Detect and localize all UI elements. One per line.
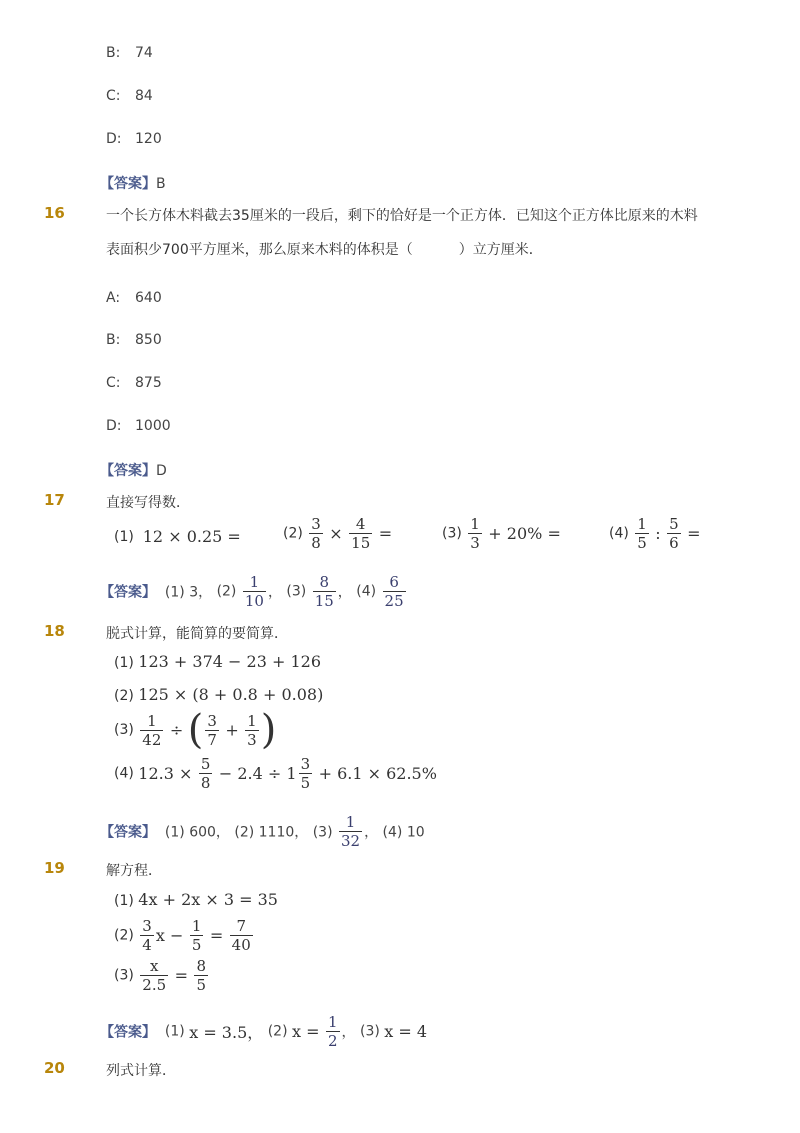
q18-item-2: (2) 125 × (8 + 0.8 + 0.08) bbox=[114, 685, 324, 704]
question-19-prompt: 解方程． bbox=[106, 863, 162, 879]
answer-18: 【答案】 (1) 600， (2) 1110， (3) $\frac{1}{32}$ ， (4) 10 bbox=[100, 813, 425, 850]
option-b: B: 850 bbox=[106, 332, 162, 348]
question-number-16: 16 bbox=[44, 204, 65, 222]
option-d: D: 1000 bbox=[106, 418, 171, 434]
q18-item-1: (1) 123 + 374 − 23 + 126 bbox=[114, 652, 322, 671]
q17-item-2: (2) $\frac{3}{8}$ × $\frac{4}{15}$ = bbox=[283, 515, 393, 552]
question-number-19: 19 bbox=[44, 859, 65, 877]
q19-item-1: (1) 4x + 2x × 3 = 35 bbox=[114, 890, 278, 909]
option-d: D: 120 bbox=[106, 131, 162, 147]
answer-17: 【答案】 (1) 3， (2) $\frac{1}{10}$ ， (3) $\frac{8}{15}$ ， (4) $\frac{6}{25}$ bbox=[100, 573, 404, 610]
question-number-17: 17 bbox=[44, 491, 65, 509]
q19-item-2: (2) $\frac{3}{4}$ x − $\frac{1}{5}$ = $\frac{7}{40}$ bbox=[114, 917, 251, 954]
option-c: C: 84 bbox=[106, 88, 153, 104]
q18-item-3: (3) $\frac{1}{42}$ ÷ ( $\frac{3}{7}$ + $\frac{1}{3}$ ) bbox=[114, 707, 277, 753]
question-16-line2: 表面积少700平方厘米，那么原来木料的体积是（ ）立方厘米． bbox=[106, 242, 543, 258]
answer-15: 【答案】B bbox=[100, 176, 166, 192]
question-20-prompt: 列式计算． bbox=[106, 1063, 176, 1079]
q18-item-4: (4) 12.3 × $\frac{5}{8}$ − 2.4 ÷ 1 $\frac{3}{5}$ + 6.1 × 62.5% bbox=[114, 755, 437, 792]
question-16-line1: 一个长方体木料截去35厘米的一段后，剩下的恰好是一个正方体．已知这个正方体比原来的木料 bbox=[106, 208, 698, 224]
answer-16: 【答案】D bbox=[100, 463, 167, 479]
option-b: B: 74 bbox=[106, 45, 153, 61]
q17-item-3: (3) $\frac{1}{3}$ + 20% = bbox=[442, 515, 561, 552]
q17-item-4: (4) $\frac{1}{5}$ : $\frac{5}{6}$ = bbox=[609, 515, 701, 552]
q17-item-1: (1) 12 × 0.25 = bbox=[114, 527, 241, 546]
option-a: A: 640 bbox=[106, 290, 162, 306]
question-number-18: 18 bbox=[44, 622, 65, 640]
option-c: C: 875 bbox=[106, 375, 162, 391]
question-18-prompt: 脱式计算，能简算的要简算． bbox=[106, 626, 288, 642]
question-17-prompt: 直接写得数． bbox=[106, 495, 190, 511]
question-number-20: 20 bbox=[44, 1059, 65, 1077]
q19-item-3: (3) $\frac{x}{2.5}$ = $\frac{8}{5}$ bbox=[114, 957, 207, 994]
answer-19: 【答案】 (1) x = 3.5， (2) x = $\frac{1}{2}$ ， (3) x = 4 bbox=[100, 1013, 428, 1050]
